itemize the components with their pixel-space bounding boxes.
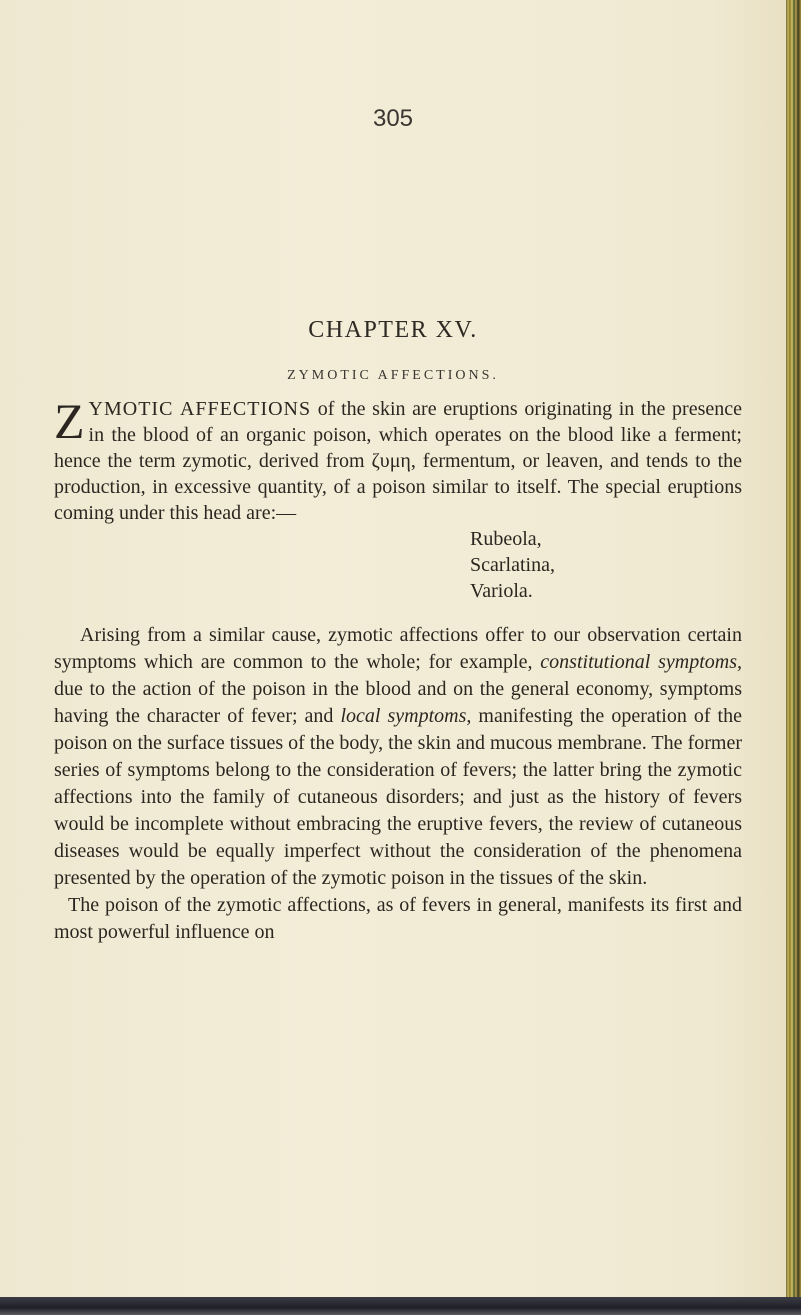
list-item: Rubeola,	[470, 528, 542, 550]
italic-term: local symptoms,	[340, 705, 472, 727]
page-edge-right	[786, 0, 801, 1315]
page-number: 305	[372, 105, 414, 132]
list-item: Scarlatina,	[470, 554, 555, 576]
paragraph-intro	[54, 393, 742, 526]
chapter-title: CHAPTER XV.	[308, 317, 478, 343]
drop-cap: Z	[54, 393, 85, 449]
lead-small-caps: YMOTIC AFFECTIONS	[88, 398, 312, 420]
paragraph-text: due to the action of the poison in the blood and on the general economy, symptoms having the character of fever; and	[54, 678, 742, 727]
page-edge-bottom	[0, 1297, 801, 1315]
paragraph-symptoms	[54, 622, 742, 892]
paragraph-text: Arising from a similar cause, zymotic affections offer to our observation certain symptoms which are common to the whole; for example,	[54, 624, 742, 673]
disease-list	[54, 526, 742, 604]
body-text	[54, 393, 742, 946]
list-item: Variola.	[470, 580, 533, 602]
chapter-subtitle: ZYMOTIC AFFECTIONS.	[287, 368, 499, 383]
paragraph-poison: The poison of the zymotic affections, as of fevers in general, manifests its first and most powerful influence on	[54, 894, 742, 943]
paragraph-text: manifesting the operation of the poison on the surface tissues of the body, the skin and mucous membrane. The former series of symptoms belong to the consideration of fevers; the latter bring the zymotic affections into the family of cutaneous disorders; and just as the history of fevers would be incomplete without embracing the eruptive fevers, the review of cutaneous diseases would be equally imperfect without the consideration of the phenomena presented by the operation of the zymotic poison in the tissues of the skin.	[54, 705, 742, 889]
italic-term: constitutional symptoms,	[540, 651, 742, 673]
paragraph-intro-text: of the skin are eruptions originating in the presence in the blood of an organic poison, which operates on the blood like a ferment; hence the term zymotic, derived from ζυμη, fermentum, or leaven, and tends to the production, in excessive quantity, of a poison similar to itself. The special eruptions coming under this head are:—	[54, 398, 742, 524]
